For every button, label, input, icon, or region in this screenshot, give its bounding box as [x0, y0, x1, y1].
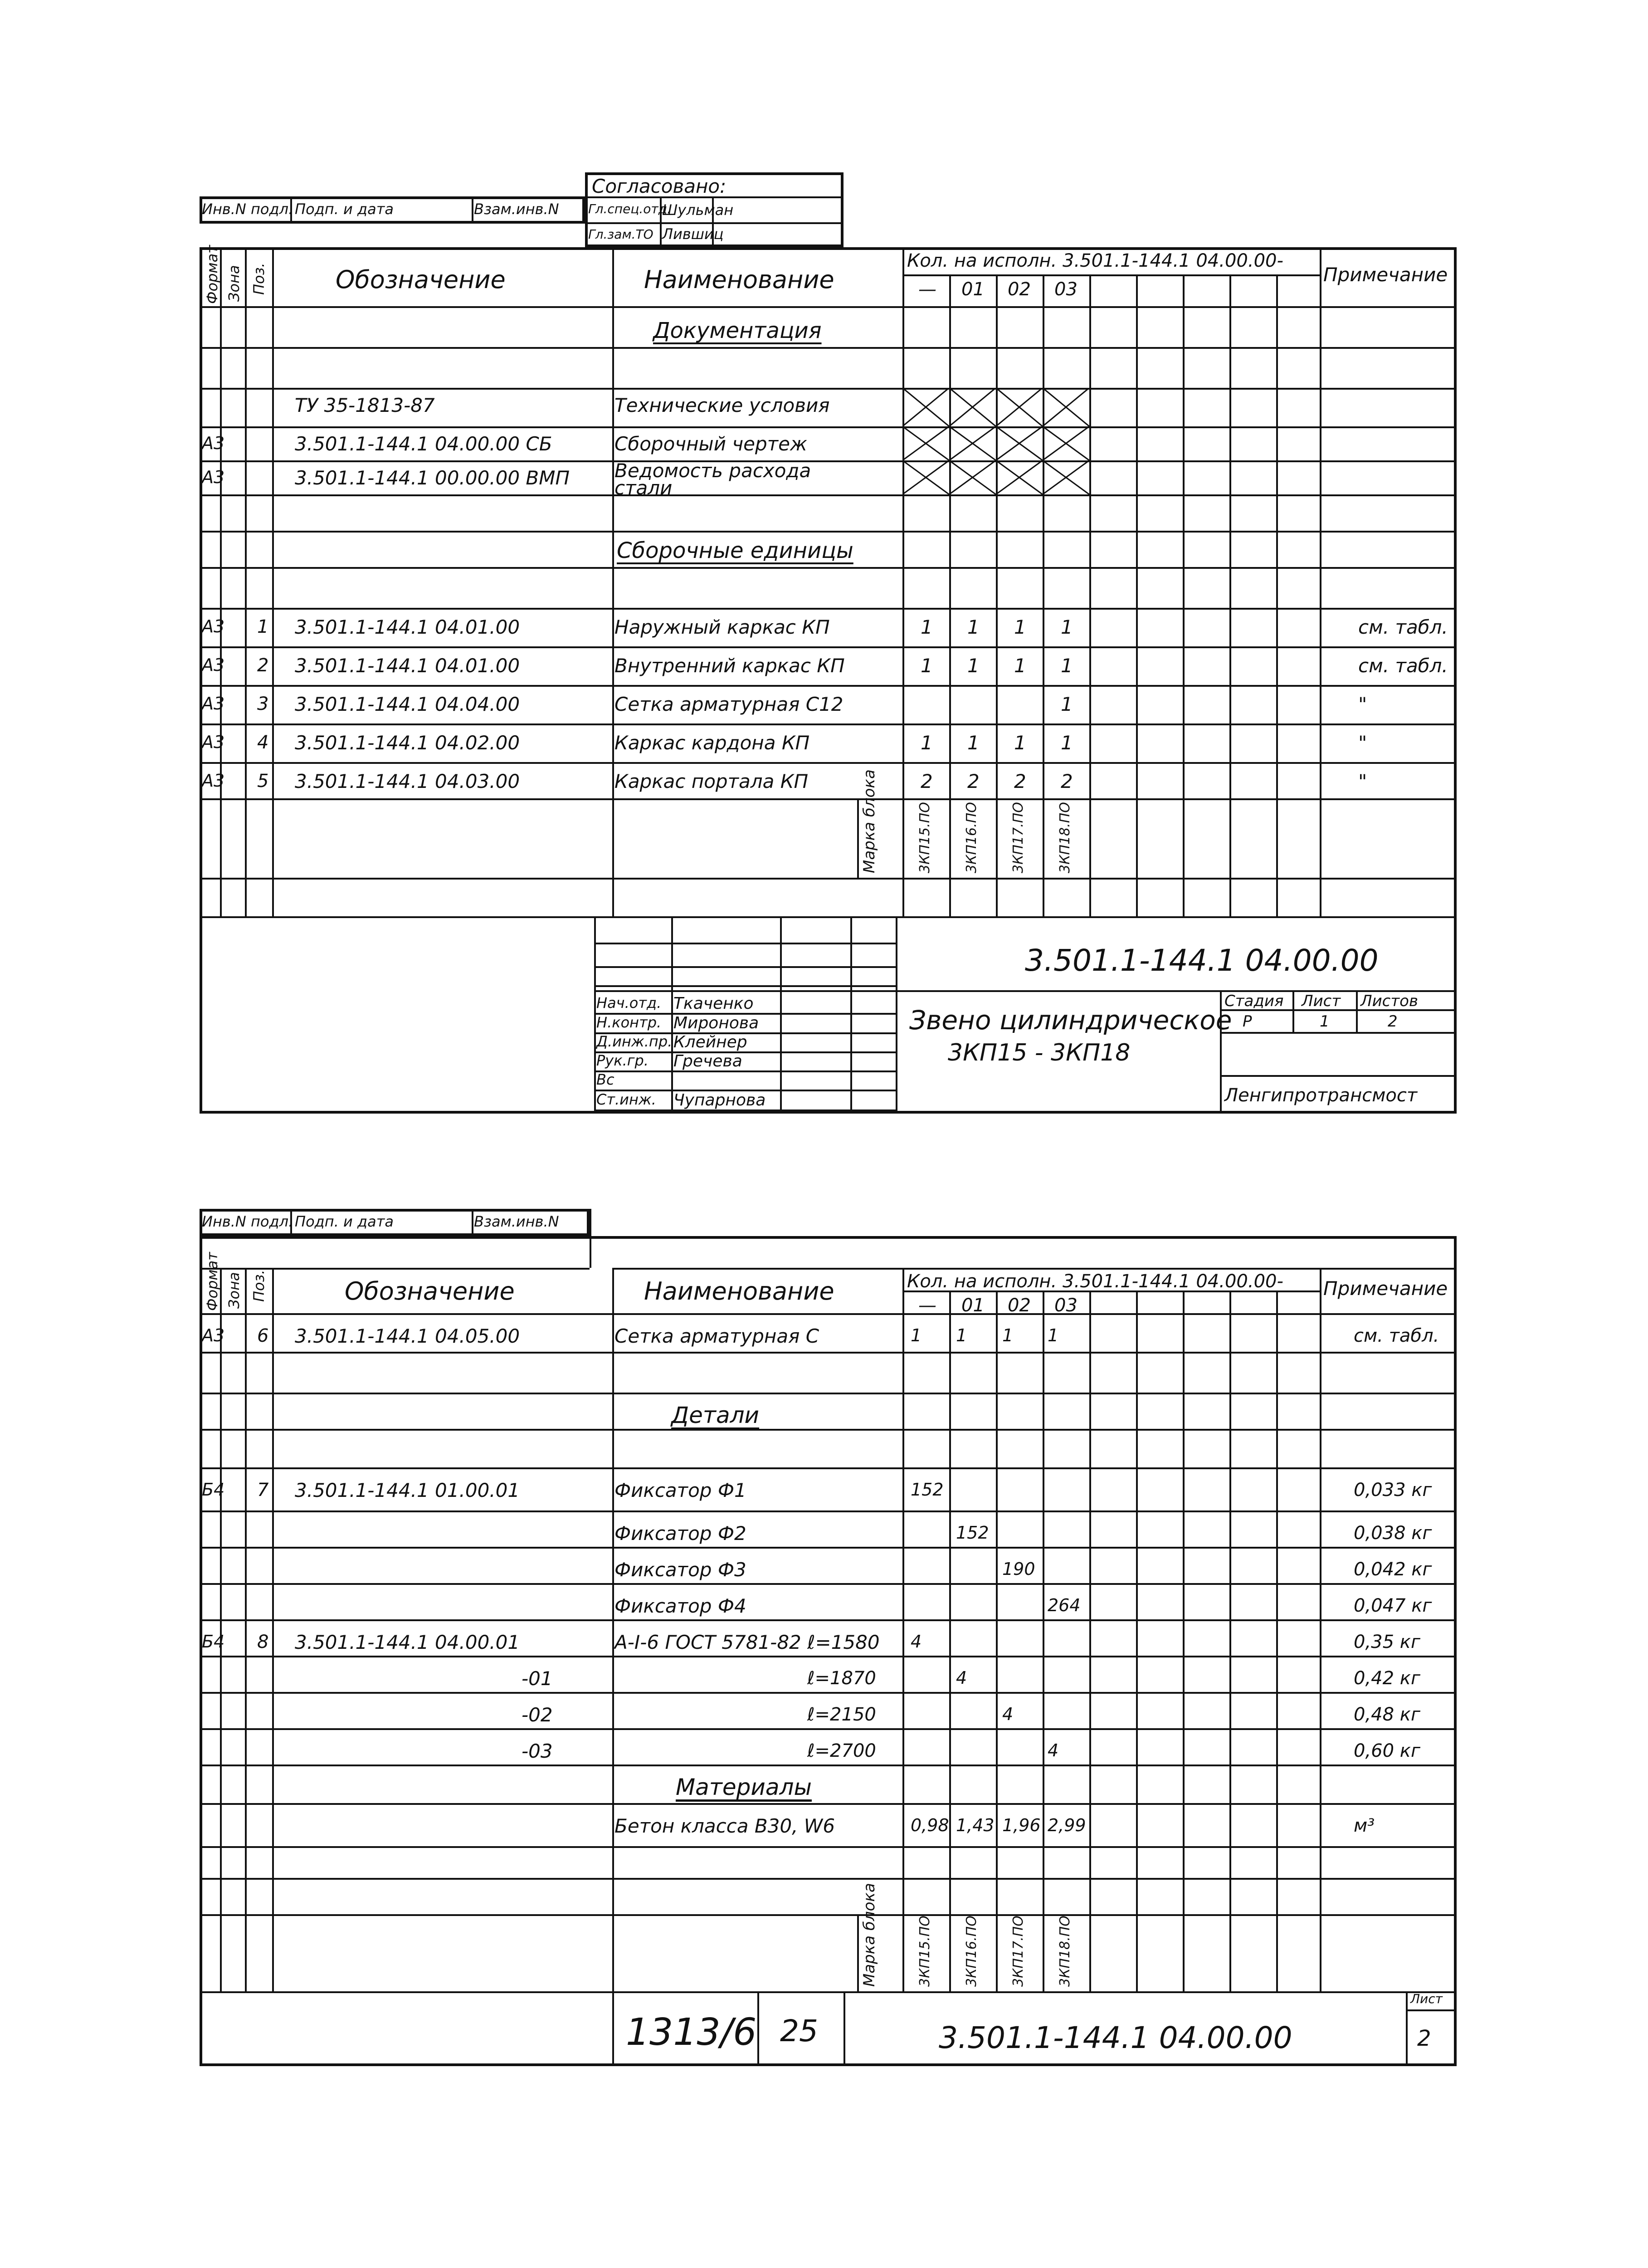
exec-1: 01 [961, 1295, 985, 1316]
item-oboz: 3.501.1-144.1 04.01.00 [295, 616, 520, 638]
item-oboz: 3.501.1-144.1 04.03.00 [295, 770, 520, 792]
row-pos: 7 [257, 1480, 269, 1501]
grid-line-v [1276, 1290, 1278, 1991]
item-pos: 4 [257, 732, 269, 753]
section-assembly-units: Сборочные единицы [617, 538, 853, 563]
row-naim: Бетон класса В30, W6 [614, 1815, 835, 1837]
item-format: А3 [202, 732, 225, 752]
stamp-swap: Взам.инв.N [474, 1213, 559, 1230]
grid-line-h [1406, 2009, 1457, 2011]
col-zone-label: Зона [225, 265, 243, 302]
item-pos: 2 [257, 655, 269, 676]
col-pos-label: Поз. [250, 263, 268, 295]
grid-line-h [200, 1765, 1457, 1766]
doc-naim-2: стали [614, 477, 673, 499]
item-pos: 1 [257, 616, 269, 637]
row-note: 0,033 кг [1354, 1480, 1432, 1501]
grid-line-v [245, 1268, 247, 1991]
grid-line-h [200, 1467, 1457, 1469]
col-note-label: Примечание [1323, 264, 1448, 286]
crossed-cell [902, 460, 949, 494]
crossed-cell [902, 426, 949, 460]
grid-line-v [1089, 274, 1091, 916]
signer-role: Нач.отд. [596, 994, 662, 1012]
exec-0: — [918, 1295, 936, 1316]
item-qty-2: 1 [1014, 616, 1026, 638]
row-note: 0,48 кг [1354, 1704, 1420, 1725]
crossed-cell [1043, 426, 1089, 460]
item-qty-0: 1 [921, 732, 933, 754]
list-header: Лист [1410, 1991, 1443, 2006]
grid-line-h [200, 531, 1457, 533]
stamp-sign: Подп. и дата [295, 200, 394, 218]
grid-line-v [590, 1209, 591, 1268]
row-qty-0: 0,98 [911, 1815, 949, 1835]
item-qty-3: 1 [1061, 655, 1073, 677]
grid-line-h [200, 1878, 1457, 1880]
grid-line-h [902, 274, 1320, 276]
col-format-label: Формат [204, 1252, 221, 1311]
row-qty-1: 152 [956, 1523, 989, 1543]
col-qty-label: Кол. на исполн. 3.501.1-144.1 04.00.00- [907, 250, 1283, 271]
product-name-2: 3КП15 - 3КП18 [948, 1039, 1131, 1066]
row-format: Б4 [202, 1632, 225, 1652]
doc-oboz: 3.501.1-144.1 04.00.00 СБ [295, 433, 552, 455]
grid-line-v [612, 1268, 614, 1991]
item-format: А3 [202, 694, 225, 714]
grid-line-v [949, 274, 951, 916]
grid-line-h [200, 916, 1457, 918]
doc-oboz: 3.501.1-144.1 00.00.00 ВМП [295, 467, 570, 489]
grid-line-v [949, 1290, 951, 1991]
exec-1: 01 [961, 279, 985, 300]
row-naim: Фиксатор Ф3 [614, 1559, 746, 1581]
row-note: м³ [1354, 1815, 1375, 1836]
item-qty-2: 1 [1014, 655, 1026, 677]
item-pos: 3 [257, 694, 269, 714]
crossed-cell [1043, 460, 1089, 494]
col-note-label: Примечание [1323, 1277, 1448, 1300]
list-header: Лист [1302, 992, 1341, 1010]
stamp-swap: Взам.инв.N [474, 200, 559, 218]
grid-line-v [1229, 1290, 1231, 1991]
row-qty-1: 4 [956, 1668, 967, 1688]
item-naim: Каркас кардона КП [614, 732, 810, 754]
sheet-1-frame [200, 247, 1457, 1114]
row-qty-0: 4 [911, 1632, 922, 1652]
row-naim: ℓ=2150 [807, 1704, 876, 1725]
row-pos: 6 [257, 1325, 269, 1346]
crossed-cell [902, 388, 949, 426]
grid-line-h [200, 1728, 1457, 1730]
grid-line-h [200, 723, 1457, 725]
grid-line-h [200, 1914, 1457, 1916]
row-oboz: -01 [522, 1667, 553, 1690]
listov-value: 2 [1388, 1012, 1398, 1031]
grid-line-h [200, 685, 1457, 687]
grid-line-h [200, 1313, 1457, 1315]
item-note: см. табл. [1358, 616, 1448, 638]
grid-line-h [200, 1692, 1457, 1694]
grid-line-v [1356, 990, 1358, 1032]
grid-line-h [200, 1393, 1457, 1394]
list-value: 1 [1320, 1012, 1330, 1031]
row-note: 0,047 кг [1354, 1595, 1432, 1616]
doc-format: А3 [202, 433, 225, 453]
item-note: " [1358, 732, 1367, 754]
grid-line-h [200, 494, 1457, 496]
row-qty-3: 264 [1048, 1595, 1081, 1615]
signer-name: Клейнер [673, 1033, 747, 1051]
grid-line-h [200, 1846, 1457, 1848]
grid-line-h [200, 1510, 1457, 1512]
grid-line-v [857, 1914, 859, 1991]
item-qty-1: 1 [967, 732, 980, 754]
doc-naim: Технические условия [614, 394, 830, 416]
grid-line-h [200, 1547, 1457, 1549]
row-naim: Фиксатор Ф1 [614, 1479, 746, 1501]
marka-1: 3КП16.ПО [964, 1916, 980, 1987]
row-format: Б4 [202, 1480, 225, 1500]
crossed-cell [949, 460, 996, 494]
row-note: 0,038 кг [1354, 1523, 1432, 1544]
item-qty-1: 1 [967, 616, 980, 638]
item-pos: 5 [257, 771, 269, 792]
item-format: А3 [202, 616, 225, 636]
grid-line-h [200, 306, 1457, 308]
row-naim: А-I-6 ГОСТ 5781-82 ℓ=1580 [614, 1631, 880, 1653]
marka-label: Марка блока [860, 769, 878, 873]
grid-line-v [1136, 1290, 1138, 1991]
row-oboz: -02 [522, 1704, 553, 1726]
signer-role: Ст.инж. [596, 1091, 656, 1108]
organization: Ленгипротрансмост [1224, 1085, 1418, 1106]
col-naim-label: Наименование [644, 265, 834, 294]
item-oboz: 3.501.1-144.1 04.04.00 [295, 693, 520, 715]
grid-line-v [780, 916, 782, 1114]
approval-role-2: Гл.зам.ТО [588, 227, 653, 242]
grid-line-h [1220, 1032, 1457, 1034]
marka-2: 3КП17.ПО [1010, 802, 1026, 873]
grid-line-h [200, 1803, 1457, 1805]
crossed-cell [996, 426, 1043, 460]
item-qty-3: 1 [1061, 616, 1073, 638]
grid-line-h [200, 646, 1457, 648]
section-documentation: Документация [653, 318, 822, 343]
stamp-inv: Инв.N подл. [202, 200, 293, 218]
row-oboz: 3.501.1-144.1 04.05.00 [295, 1325, 520, 1347]
row-qty-2: 4 [1002, 1704, 1014, 1724]
marka-0: 3КП15.ПО [917, 802, 933, 873]
item-oboz: 3.501.1-144.1 04.01.00 [295, 655, 520, 677]
stamp-sign: Подп. и дата [295, 1213, 394, 1230]
row-qty-3: 2,99 [1048, 1815, 1086, 1835]
crossed-cell [1043, 388, 1089, 426]
row-naim: Сетка арматурная С [614, 1325, 819, 1347]
grid-line-h [585, 196, 844, 198]
grid-line-h [1220, 1075, 1457, 1077]
grid-line-v [612, 1991, 614, 2066]
approval-name-2: Лившиц [662, 225, 724, 243]
col-format-label: Формат [204, 245, 221, 304]
grid-line-h [585, 222, 844, 224]
grid-line-v [1276, 274, 1278, 916]
grid-line-h [200, 426, 1457, 428]
grid-line-h [200, 567, 1457, 569]
grid-line-h [200, 608, 1457, 610]
doc-naim: Ведомость расхода [614, 459, 811, 482]
grid-line-h [612, 1268, 1457, 1270]
col-zone-label: Зона [225, 1272, 243, 1309]
grid-line-v [902, 1268, 904, 1991]
row-qty-2: 1 [1002, 1325, 1014, 1345]
signer-role: Д.инж.пр. [596, 1033, 673, 1050]
marka-0: 3КП15.ПО [917, 1916, 933, 1987]
grid-line-h [200, 347, 1457, 349]
signer-name: Чупарнова [673, 1091, 766, 1110]
row-naim: ℓ=1870 [807, 1668, 876, 1689]
section-materials: Материалы [676, 1774, 812, 1800]
grid-line-h [200, 1656, 1457, 1657]
item-qty-0: 1 [921, 616, 933, 638]
item-qty-0: 2 [921, 770, 933, 792]
grid-line-v [1406, 1991, 1408, 2066]
approval-name-1: Шульман [662, 201, 734, 219]
col-pos-label: Поз. [250, 1270, 268, 1302]
grid-line-h [200, 388, 1457, 390]
crossed-cell [949, 388, 996, 426]
item-note: " [1358, 693, 1367, 715]
item-format: А3 [202, 655, 225, 675]
item-qty-2: 1 [1014, 732, 1026, 754]
grid-line-v [857, 798, 859, 878]
marka-1: 3КП16.ПО [964, 802, 980, 873]
item-qty-1: 1 [967, 655, 980, 677]
grid-line-v [1292, 990, 1294, 1032]
row-oboz: 3.501.1-144.1 01.00.01 [295, 1479, 520, 1501]
listov-header: Листов [1360, 992, 1419, 1010]
grid-line-v [1220, 990, 1222, 1114]
row-qty-2: 1,96 [1002, 1815, 1041, 1835]
page-number: 25 [780, 2014, 818, 2048]
grid-line-h [200, 1352, 1457, 1354]
row-qty-3: 1 [1048, 1325, 1059, 1345]
grid-line-h [200, 878, 1457, 880]
row-note: 0,042 кг [1354, 1559, 1432, 1580]
row-oboz: 3.501.1-144.1 04.00.01 [295, 1631, 520, 1653]
approval-role-1: Гл.спец.отд. [588, 201, 671, 216]
grid-line-h [200, 1619, 1457, 1621]
row-naim: Фиксатор Ф2 [614, 1522, 746, 1545]
signer-name: Гречева [673, 1052, 742, 1070]
item-qty-3: 1 [1061, 732, 1073, 754]
item-format: А3 [202, 771, 225, 791]
grid-line-v [1043, 1290, 1044, 1991]
stamp-inv: Инв.N подл. [202, 1213, 293, 1230]
grid-line-v [1183, 1290, 1185, 1991]
grid-line-v [1136, 274, 1138, 916]
grid-line-h [200, 460, 1457, 462]
col-oboz-label: Обозначение [336, 265, 506, 294]
grid-line-v [996, 1290, 998, 1991]
grid-line-h [200, 1583, 1457, 1585]
row-oboz: -03 [522, 1740, 553, 1762]
grid-line-h [200, 762, 1457, 764]
item-note: см. табл. [1358, 655, 1448, 677]
row-qty-3: 4 [1048, 1740, 1059, 1760]
row-format: А3 [202, 1325, 225, 1345]
col-oboz-label: Обозначение [345, 1277, 515, 1305]
product-name-1: Звено цилиндрическое [909, 1005, 1232, 1036]
crossed-cell [996, 388, 1043, 426]
row-qty-1: 1,43 [956, 1815, 995, 1835]
approval-title: Согласовано: [592, 175, 726, 197]
marka-3: 3КП18.ПО [1057, 1916, 1073, 1987]
grid-line-v [1320, 1268, 1321, 1991]
grid-line-h [200, 798, 1457, 800]
exec-3: 03 [1054, 279, 1078, 300]
grid-line-v [844, 1991, 845, 2066]
row-qty-1: 1 [956, 1325, 967, 1345]
exec-0: — [918, 279, 936, 300]
item-qty-2: 2 [1014, 770, 1026, 792]
section-details: Детали [671, 1402, 760, 1428]
col-qty-label: Кол. на исполн. 3.501.1-144.1 04.00.00- [907, 1271, 1283, 1292]
item-naim: Внутренний каркас КП [614, 655, 845, 677]
grid-line-v [850, 916, 852, 1114]
col-naim-label: Наименование [644, 1277, 834, 1305]
grid-line-h [594, 1070, 896, 1072]
marka-label: Марка блока [860, 1883, 878, 1987]
marka-3: 3КП18.ПО [1057, 802, 1073, 873]
row-note: 0,35 кг [1354, 1632, 1420, 1652]
row-qty-0: 1 [911, 1325, 922, 1345]
exec-2: 02 [1008, 1295, 1031, 1316]
grid-line-v [594, 916, 596, 1114]
row-qty-0: 152 [911, 1480, 944, 1500]
row-note: см. табл. [1354, 1325, 1439, 1346]
row-naim: ℓ=2700 [807, 1740, 876, 1761]
item-naim: Каркас портала КП [614, 770, 809, 792]
crossed-cell [949, 426, 996, 460]
item-oboz: 3.501.1-144.1 04.02.00 [295, 732, 520, 754]
item-naim: Наружный каркас КП [614, 616, 830, 638]
grid-line-v [1229, 274, 1231, 916]
item-qty-0: 1 [921, 655, 933, 677]
doc-format: А3 [202, 467, 225, 487]
stadia-header: Стадия [1224, 992, 1284, 1010]
signer-name: Ткаченко [673, 994, 754, 1013]
grid-line-v [1183, 274, 1185, 916]
sheet2-code: 3.501.1-144.1 04.00.00 [939, 2020, 1292, 2055]
grid-line-v [671, 916, 673, 1114]
grid-line-v [996, 274, 998, 916]
grid-line-v [472, 1209, 473, 1236]
list-value: 2 [1417, 2026, 1431, 2051]
doc-oboz: ТУ 35-1813-87 [295, 394, 435, 416]
doc-naim: Сборочный чертеж [614, 433, 807, 455]
crossed-cell [996, 460, 1043, 494]
exec-2: 02 [1008, 279, 1031, 300]
archive-number: 1313/6 [626, 2011, 757, 2054]
signer-role: Вс [596, 1071, 614, 1088]
item-qty-3: 1 [1061, 693, 1073, 715]
item-qty-1: 2 [967, 770, 980, 792]
grid-line-v [472, 196, 473, 224]
exec-3: 03 [1054, 1295, 1078, 1316]
stadia-value: Р [1243, 1012, 1252, 1031]
grid-line-v [220, 1268, 222, 1991]
item-note: " [1358, 770, 1367, 792]
row-naim: Фиксатор Ф4 [614, 1595, 746, 1617]
grid-line-v [272, 1268, 274, 1991]
item-qty-3: 2 [1061, 770, 1073, 792]
grid-line-v [1089, 1290, 1091, 1991]
marka-2: 3КП17.ПО [1010, 1916, 1026, 1987]
signer-role: Н.контр. [596, 1014, 662, 1031]
sheet1-code: 3.501.1-144.1 04.00.00 [1025, 943, 1379, 978]
item-naim: Сетка арматурная С12 [614, 693, 844, 715]
row-pos: 8 [257, 1632, 269, 1652]
signer-name: Миронова [673, 1014, 759, 1032]
row-qty-2: 190 [1002, 1559, 1035, 1579]
grid-line-v [1043, 274, 1044, 916]
signer-role: Рук.гр. [596, 1052, 649, 1069]
grid-line-v [896, 916, 897, 1114]
grid-line-h [200, 1429, 1457, 1431]
grid-line-h [594, 1110, 896, 1111]
grid-line-v [757, 1991, 759, 2066]
row-note: 0,60 кг [1354, 1740, 1420, 1761]
row-note: 0,42 кг [1354, 1668, 1420, 1689]
grid-line-h [200, 1991, 1457, 1993]
